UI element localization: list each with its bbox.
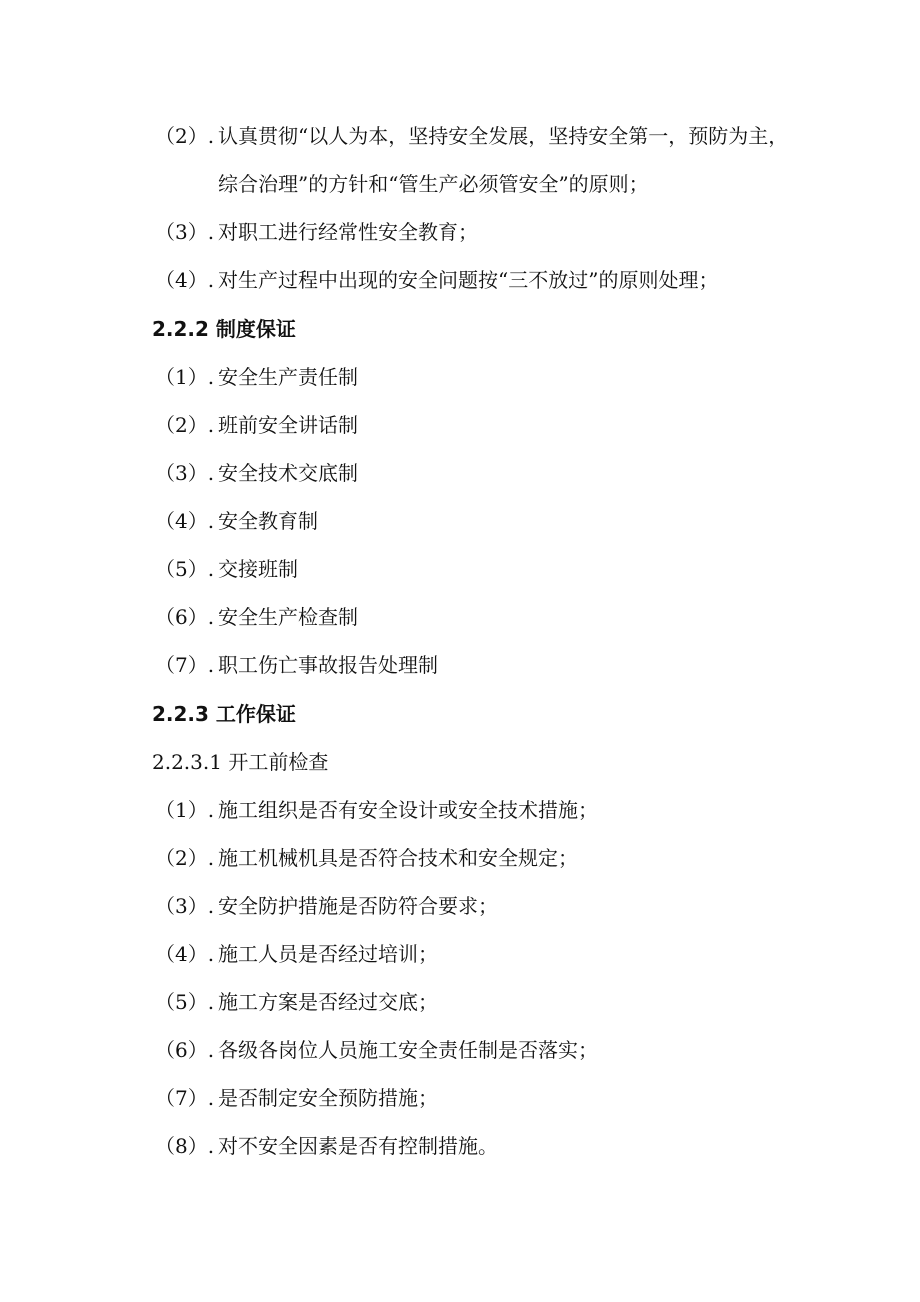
item-number: （2）. bbox=[155, 846, 215, 870]
item-number: （4）. bbox=[155, 509, 215, 533]
item-text: 施工机械机具是否符合技术和安全规定； bbox=[218, 846, 578, 870]
item-number: （4）. bbox=[155, 942, 215, 966]
item-number: （7）. bbox=[155, 1086, 215, 1110]
item-number: （5）. bbox=[155, 990, 215, 1014]
item-number: （1）. bbox=[155, 365, 215, 389]
item-text: 对不安全因素是否有控制措施。 bbox=[218, 1134, 498, 1158]
subsection-heading-text: 2.2.3.1 开工前检查 bbox=[152, 750, 329, 774]
item-text: 职工伤亡事故报告处理制 bbox=[218, 653, 438, 677]
item-text: 施工方案是否经过交底； bbox=[218, 990, 438, 1014]
item-number: （8）. bbox=[155, 1134, 215, 1158]
item-number: （1）. bbox=[155, 798, 215, 822]
item-text: 安全教育制 bbox=[218, 509, 318, 533]
item-number: （2）. bbox=[155, 124, 215, 148]
section-heading-text: 2.2.3 工作保证 bbox=[152, 702, 296, 726]
item-text: 施工人员是否经过培训； bbox=[218, 942, 438, 966]
item-text: 施工组织是否有安全设计或安全技术措施； bbox=[218, 798, 598, 822]
section-heading-text: 2.2.2 制度保证 bbox=[152, 317, 296, 341]
item-text: 安全技术交底制 bbox=[218, 461, 358, 485]
item-text-continuation: 综合治理”的方针和“管生产必须管安全”的原则； bbox=[218, 172, 649, 196]
item-text: 安全防护措施是否防符合要求； bbox=[218, 894, 498, 918]
item-number: （6）. bbox=[155, 1038, 215, 1062]
item-text: 认真贯彻“以人为本，坚持安全发展，坚持安全第一，预防为主， bbox=[218, 124, 789, 148]
item-number: （3）. bbox=[155, 461, 215, 485]
item-text: 班前安全讲话制 bbox=[218, 413, 358, 437]
item-text: 安全生产检查制 bbox=[218, 605, 358, 629]
item-number: （2）. bbox=[155, 413, 215, 437]
item-number: （4）. bbox=[155, 268, 215, 292]
item-number: （3）. bbox=[155, 894, 215, 918]
item-text: 对职工进行经常性安全教育； bbox=[218, 220, 478, 244]
item-number: （3）. bbox=[155, 220, 215, 244]
item-number: （6）. bbox=[155, 605, 215, 629]
item-text: 交接班制 bbox=[218, 557, 298, 581]
item-number: （5）. bbox=[155, 557, 215, 581]
item-text: 对生产过程中出现的安全问题按“三不放过”的原则处理； bbox=[218, 268, 719, 292]
item-text: 各级各岗位人员施工安全责任制是否落实； bbox=[218, 1038, 598, 1062]
item-number: （7）. bbox=[155, 653, 215, 677]
item-text: 是否制定安全预防措施； bbox=[218, 1086, 438, 1110]
item-text: 安全生产责任制 bbox=[218, 365, 358, 389]
